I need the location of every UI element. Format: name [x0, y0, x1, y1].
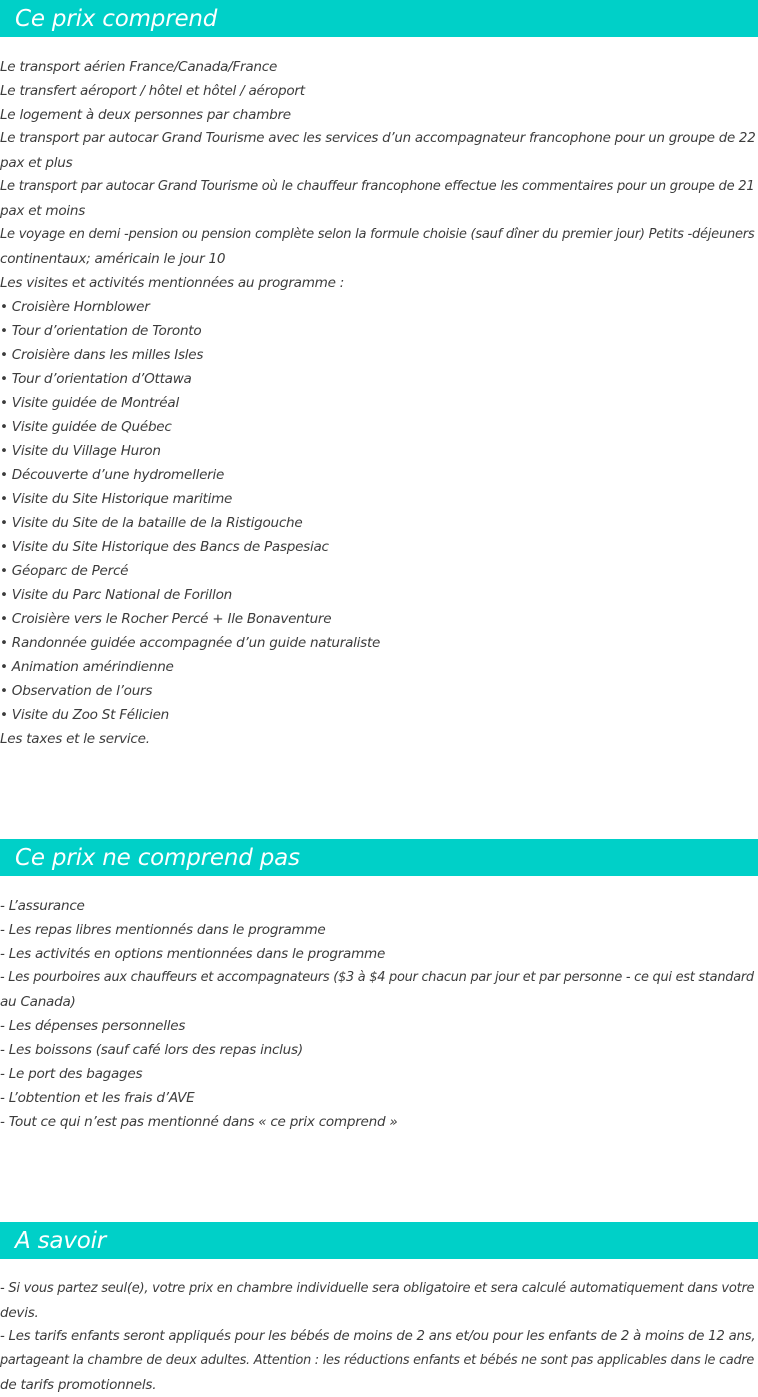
- text-line: • Tour d’orientation d’Ottawa: [0, 371, 192, 387]
- text-line: • Visite guidée de Montréal: [0, 395, 179, 411]
- text-line: - Si vous partez seul(e), votre prix en chambre individuelle sera obligatoire et sera calculé automatiquement dans votre: [0, 1281, 755, 1296]
- text-line: Le logement à deux personnes par chambre: [0, 107, 291, 123]
- section-banner: [0, 1222, 758, 1259]
- section-lines: [0, 55, 758, 751]
- text-line: - Les boissons (sauf café lors des repas inclus): [0, 1042, 303, 1058]
- text-line: • Croisière Hornblower: [0, 299, 150, 315]
- section-title: Ce prix ne comprend pas: [15, 844, 300, 871]
- section-title: Ce prix comprend: [15, 5, 218, 32]
- text-line: pax et moins: [0, 203, 86, 219]
- text-line: partageant la chambre de deux adultes. Attention : les réductions enfants et bébés ne sont pas applicables dans le cadre: [0, 1353, 755, 1368]
- text-line: • Croisière dans les milles Isles: [0, 347, 204, 363]
- text-line: • Visite du Zoo St Félicien: [0, 707, 170, 723]
- text-line: • Tour d’orientation de Toronto: [0, 323, 202, 339]
- text-line: - Tout ce qui n’est pas mentionné dans « ce prix comprend »: [0, 1114, 398, 1130]
- text-line: - Les pourboires aux chauffeurs et accompagnateurs ($3 à $4 pour chacun par jour et par personne - ce qui est standard: [0, 970, 754, 985]
- section-title: A savoir: [15, 1227, 107, 1254]
- text-line: • Visite du Site de la bataille de la Ristigouche: [0, 515, 303, 531]
- text-line: de tarifs promotionnels.: [0, 1377, 157, 1393]
- section-banner: [0, 839, 758, 876]
- text-line: Le voyage en demi -pension ou pension complète selon la formule choisie (sauf dîner du premier jour) Petits -déjeuners: [0, 227, 755, 242]
- text-line: Le transport aérien France/Canada/France: [0, 59, 278, 75]
- section-ce-prix-ne-comprend-pas: [0, 839, 758, 1134]
- text-line: • Géoparc de Percé: [0, 563, 129, 579]
- text-line: - Le port des bagages: [0, 1066, 143, 1082]
- text-line: Les visites et activités mentionnées au programme :: [0, 275, 345, 291]
- text-line: • Visite du Site Historique maritime: [0, 491, 233, 507]
- text-line: Le transport par autocar Grand Tourisme où le chauffeur francophone effectue les commentaires pour un groupe de 21: [0, 179, 755, 194]
- text-line: continentaux; américain le jour 10: [0, 251, 226, 267]
- text-line: au Canada): [0, 994, 76, 1010]
- text-line: Le transfert aéroport / hôtel et hôtel / aéroport: [0, 83, 305, 99]
- text-line: • Découverte d’une hydromellerie: [0, 467, 225, 483]
- text-line: - L’assurance: [0, 898, 85, 914]
- text-line: - Les repas libres mentionnés dans le programme: [0, 922, 326, 938]
- section-lines: [0, 894, 758, 1134]
- text-line: - Les dépenses personnelles: [0, 1018, 186, 1034]
- text-line: • Animation amérindienne: [0, 659, 174, 675]
- section-a-savoir: [0, 1222, 758, 1397]
- text-line: devis.: [0, 1305, 39, 1321]
- text-line: • Randonnée guidée accompagnée d’un guide naturaliste: [0, 635, 381, 651]
- text-line: Le transport par autocar Grand Tourisme avec les services d’un accompagnateur francophone pour un groupe de 22: [0, 131, 756, 146]
- text-line: • Visite du Parc National de Forillon: [0, 587, 232, 603]
- text-line: • Visite du Village Huron: [0, 443, 161, 459]
- section-banner: [0, 0, 758, 37]
- text-line: pax et plus: [0, 155, 73, 171]
- text-line: - Les activités en options mentionnées dans le programme: [0, 946, 386, 962]
- text-line: • Croisière vers le Rocher Percé + Ile Bonaventure: [0, 611, 332, 627]
- text-line: • Observation de l’ours: [0, 683, 153, 699]
- text-line: - Les tarifs enfants seront appliqués pour les bébés de moins de 2 ans et/ou pour les enfants de 2 à moins de 12 ans,: [0, 1329, 756, 1344]
- text-line: • Visite du Site Historique des Bancs de Paspesiac: [0, 539, 329, 555]
- text-line: • Visite guidée de Québec: [0, 419, 172, 435]
- text-line: - L’obtention et les frais d’AVE: [0, 1090, 195, 1106]
- section-lines: [0, 1277, 758, 1397]
- text-line: Les taxes et le service.: [0, 731, 150, 747]
